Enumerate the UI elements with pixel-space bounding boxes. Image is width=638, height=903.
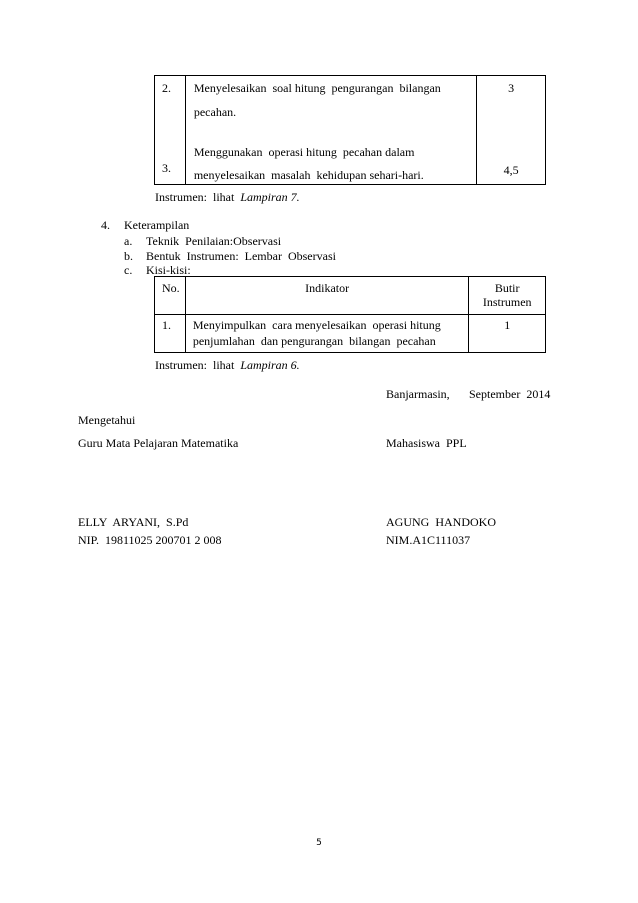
kisi-kisi-table bbox=[154, 276, 546, 353]
indicator-cell bbox=[185, 315, 469, 353]
header-cell bbox=[469, 277, 546, 315]
row-number: 1. bbox=[162, 318, 171, 332]
table-continuation bbox=[154, 75, 546, 185]
indicator-text: Menggunakan operasi hitung pecahan dalam bbox=[193, 145, 415, 159]
score-value: 1 bbox=[504, 318, 511, 332]
header-cell bbox=[185, 277, 469, 315]
table-row bbox=[155, 76, 546, 185]
list-item-letter: c. bbox=[124, 263, 133, 277]
row-number-cell bbox=[155, 76, 186, 185]
section-title: Keterampilan bbox=[124, 218, 190, 232]
right-signatory-name: AGUNG HANDOKO bbox=[386, 515, 496, 529]
left-signatory-name: ELLY ARYANI, S.Pd bbox=[78, 515, 189, 529]
instrument-note bbox=[155, 358, 300, 373]
page-number: 5 bbox=[316, 838, 322, 848]
appendix-reference: Lampiran 7. bbox=[240, 190, 300, 204]
row-number: 2. bbox=[162, 81, 171, 95]
place-date: Banjarmasin, bbox=[386, 387, 450, 401]
table-header-row bbox=[155, 277, 546, 315]
row-number: 3. bbox=[162, 161, 171, 175]
right-signatory-role: Mahasiswa PPL bbox=[386, 436, 467, 450]
section-number: 4. bbox=[101, 218, 110, 232]
indicator-cell bbox=[185, 76, 477, 185]
list-item: Teknik Penilaian:Observasi bbox=[146, 234, 282, 248]
instrument-note-text: Instrumen: lihat bbox=[155, 190, 241, 204]
right-signatory-id: NIM.A1C111037 bbox=[386, 533, 471, 547]
indicator-text: pecahan. bbox=[193, 105, 237, 119]
score-value: 4,5 bbox=[503, 163, 519, 177]
indicator-text: penjumlahan dan pengurangan bilangan pecahan bbox=[192, 334, 436, 348]
row-number-cell bbox=[155, 315, 186, 353]
list-item-letter: a. bbox=[124, 234, 133, 248]
score-cell bbox=[477, 76, 546, 185]
left-signatory-role: Guru Mata Pelajaran Matematika bbox=[78, 436, 239, 450]
appendix-reference: Lampiran 6. bbox=[240, 358, 300, 372]
instrument-note-text: Instrumen: lihat bbox=[155, 358, 241, 372]
list-item: Bentuk Instrumen: Lembar Observasi bbox=[146, 249, 336, 263]
instrument-note bbox=[155, 190, 300, 205]
date-text: September 2014 bbox=[469, 387, 551, 401]
header-cell bbox=[155, 277, 186, 315]
header-butir: Instrumen bbox=[482, 295, 532, 309]
left-signatory-id: NIP. 19811025 200701 2 008 bbox=[78, 533, 222, 547]
score-value: 3 bbox=[508, 81, 515, 95]
header-no: No. bbox=[162, 281, 180, 295]
indicator-text: Menyelesaikan soal hitung pengurangan bilangan bbox=[193, 81, 441, 95]
header-indicator: Indikator bbox=[305, 281, 350, 295]
list-item: Kisi-kisi: bbox=[146, 263, 191, 277]
list-item-letter: b. bbox=[124, 249, 133, 263]
indicator-text: menyelesaikan masalah kehidupan sehari-hari. bbox=[193, 168, 424, 182]
indicator-text: Menyimpulkan cara menyelesaikan operasi hitung bbox=[192, 318, 441, 332]
table-row bbox=[155, 315, 546, 353]
score-cell bbox=[469, 315, 546, 353]
acknowledgment-label: Mengetahui bbox=[78, 413, 136, 427]
header-butir: Butir bbox=[494, 281, 520, 295]
